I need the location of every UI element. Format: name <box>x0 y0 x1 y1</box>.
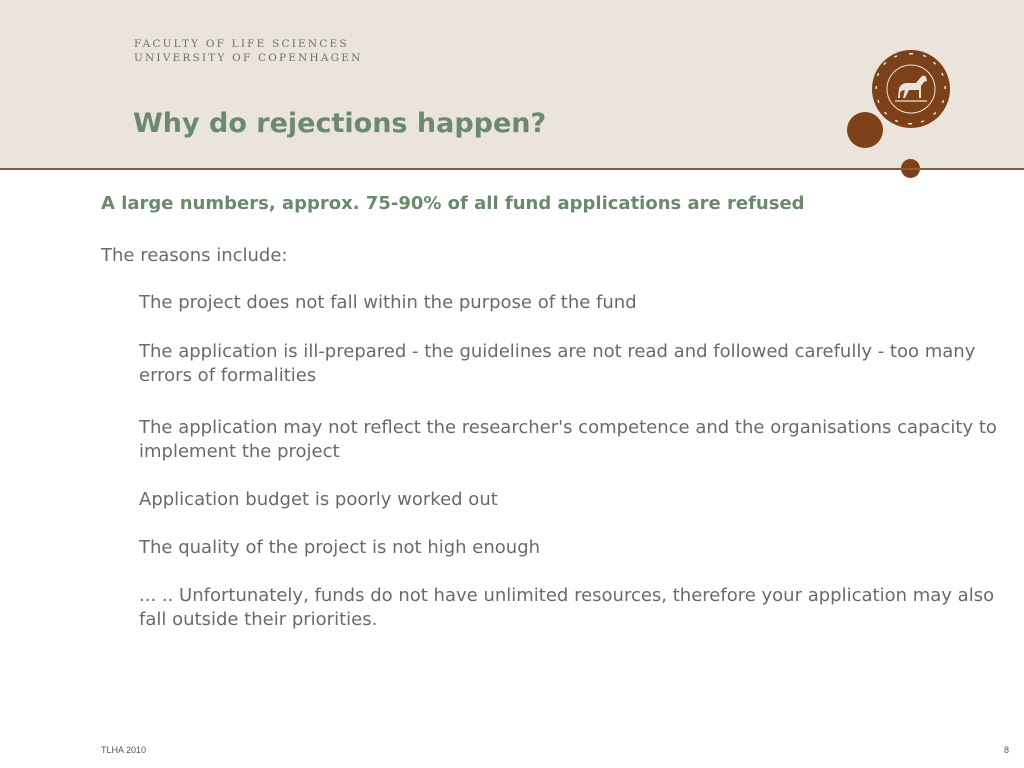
reason-item: The application may not reflect the researcher's competence and the organisations capacity to implement the project <box>139 417 997 462</box>
decorative-large-dot <box>847 112 883 148</box>
header-divider <box>0 168 1024 170</box>
reason-item: Application budget is poorly worked out <box>139 489 498 510</box>
footer-author-year: TLHA 2010 <box>101 745 147 755</box>
page-number: 8 <box>1004 745 1010 755</box>
reasons-intro: The reasons include: <box>101 245 288 266</box>
reason-item: The project does not fall within the purpose of the fund <box>139 292 637 313</box>
faculty-name: FACULTY OF LIFE SCIENCES <box>134 38 349 50</box>
reason-item: ... .. Unfortunately, funds do not have unlimited resources, therefore your application may also fall outside their priorities. <box>139 585 995 630</box>
reason-item: The application is ill-prepared - the guidelines are not read and followed carefully - too many errors of formalities <box>139 341 976 386</box>
faculty-logo-text <box>134 37 363 65</box>
slide-title: Why do rejections happen? <box>133 108 547 139</box>
slide-subtitle: A large numbers, approx. 75-90% of all fund applications are refused <box>101 193 805 214</box>
university-name: UNIVERSITY OF COPENHAGEN <box>134 52 363 64</box>
university-seal-icon <box>871 49 951 129</box>
reason-item: The quality of the project is not high enough <box>139 537 541 558</box>
